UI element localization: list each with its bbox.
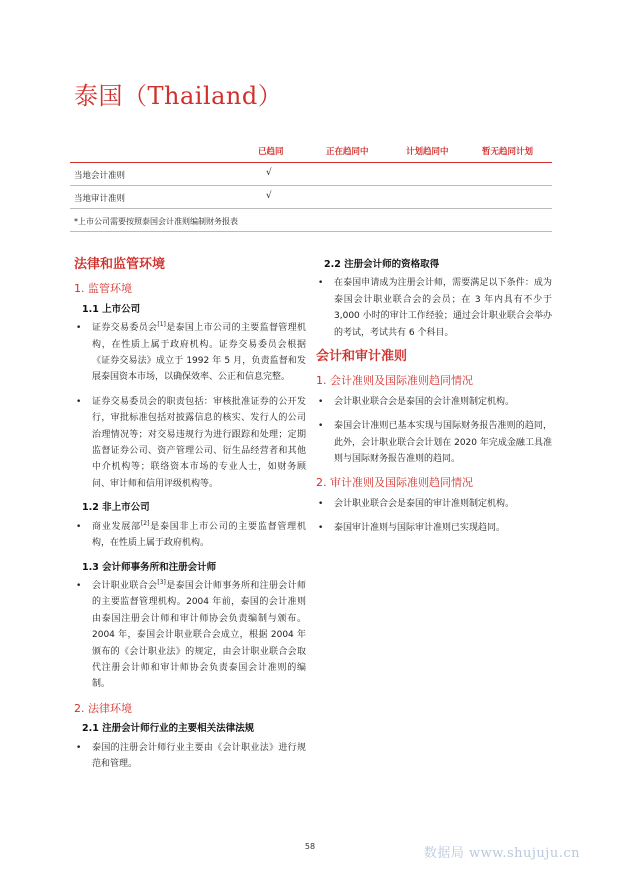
row-label: 当地审计准则 <box>74 194 126 204</box>
list-listed-companies <box>74 320 306 492</box>
subsection-legal-environment: 2. 法律环境 <box>74 701 132 715</box>
footnote-ref: [3] <box>157 578 166 586</box>
heading-firms-and-cpas: 1.3 会计师事务所和注册会计师 <box>82 561 217 573</box>
subsection-auditing-standards: 2. 审计准则及国际准则趋同情况 <box>316 476 473 490</box>
heading-laws-regulations: 2.1 注册会计师行业的主要相关法律法规 <box>82 723 255 735</box>
list-auditing-standards <box>316 496 552 537</box>
subsection-accounting-standards: 1. 会计准则及国际准则趋同情况 <box>316 374 473 388</box>
list-non-listed-companies <box>74 519 306 552</box>
row-label: 当地会计准则 <box>74 171 126 181</box>
left-column <box>74 257 306 780</box>
list-item: • 在泰国申请成为注册会计师，需要满足以下条件：成为泰国会计职业联合会的会员；在 3 年内具有不少于 3,000 小时的审计工作经验；通过会计职业联合会举办的考试，考试共有 6 个科目。 <box>316 275 552 341</box>
heading-cpa-qualification: 2.2 注册会计师的资格取得 <box>324 259 440 270</box>
list-item: • 泰国审计准则与国际审计准则已实现趋同。 <box>316 520 552 536</box>
list-item: • 证券交易委员会的职责包括：审核批准证券的公开发行，审批标准包括对披露信息的核实、发行人的公司治理情况等；对交易违规行为进行跟踪和处理；定期监督证券公司、资产管理公司、衍生品经营者和其他中介机构等；联络资本市场的专业人士，如财务顾问、审计师和信用评级机构等。 <box>74 394 306 492</box>
table-row <box>70 163 552 186</box>
header-converged: 已趋同 <box>258 147 284 157</box>
list-cpa-qualification <box>316 275 552 341</box>
footnote-ref: [1] <box>157 321 166 329</box>
list-laws-regulations <box>74 740 306 773</box>
right-column <box>316 257 552 545</box>
header-no-plan: 暂无趋同计划 <box>482 147 534 157</box>
list-item: • 会计职业联合会[3]是泰国会计师事务所和注册会计师的主要监督管理机构。2004 年前，泰国的会计准则由泰国注册会计师和审计师协会负责编制与颁布。2004 年，泰国会计职业联合会成立，根据 2004 年颁布的《会计职业法》的规定，由会计职业联合会取代注册会计师和审计师协会负责泰国会计准则的编制。 <box>74 578 306 693</box>
list-accounting-standards <box>316 394 552 468</box>
list-item: • 泰国会计准则已基本实现与国际财务报告准则的趋同，此外，会计职业联合会计划在 2020 年完成金融工具准则与国际财务报告准则的趋同。 <box>316 418 552 467</box>
list-item: • 证券交易委员会[1]是泰国上市公司的主要监督管理机构，在性质上属于政府机构。证券交易委员会根据《证券交易法》成立于 1992 年 5 月，负责监督和发展泰国资本市场，以确保效率、公正和信息完整。 <box>74 320 306 386</box>
page-title: 泰国（Thailand） <box>74 82 283 110</box>
list-item: • 泰国的注册会计师行业主要由《会计职业法》进行规范和管理。 <box>74 740 306 773</box>
status-table-header <box>70 140 552 163</box>
footnote-text: *上市公司需要按照泰国会计准则编制财务报表 <box>74 217 238 226</box>
table-row <box>70 186 552 209</box>
heading-listed-companies: 1.1 上市公司 <box>82 303 141 315</box>
list-item: • 商业发展部[2]是泰国非上市公司的主要监督管理机构，在性质上属于政府机构。 <box>74 519 306 552</box>
list-item: • 会计职业联合会是泰国的会计准则制定机构。 <box>316 394 552 410</box>
list-firms-and-cpas <box>74 578 306 693</box>
checkmark: √ <box>266 168 272 178</box>
watermark: 数据局 www.shujuju.cn <box>423 846 580 861</box>
section-title-standards: 会计和审计准则 <box>316 349 408 365</box>
page-number: 58 <box>304 842 316 851</box>
subsection-regulatory: 1. 监管环境 <box>74 282 132 296</box>
checkmark: √ <box>266 191 272 201</box>
table-footnote <box>70 209 552 232</box>
heading-non-listed-companies: 1.2 非上市公司 <box>82 502 150 514</box>
section-title-legal: 法律和监管环境 <box>74 257 166 272</box>
header-converging: 正在趋同中 <box>326 147 369 157</box>
convergence-status-table <box>70 140 552 232</box>
footnote-ref: [2] <box>140 519 150 527</box>
list-item: • 会计职业联合会是泰国的审计准则制定机构。 <box>316 496 552 512</box>
header-planned: 计划趋同中 <box>406 147 449 157</box>
